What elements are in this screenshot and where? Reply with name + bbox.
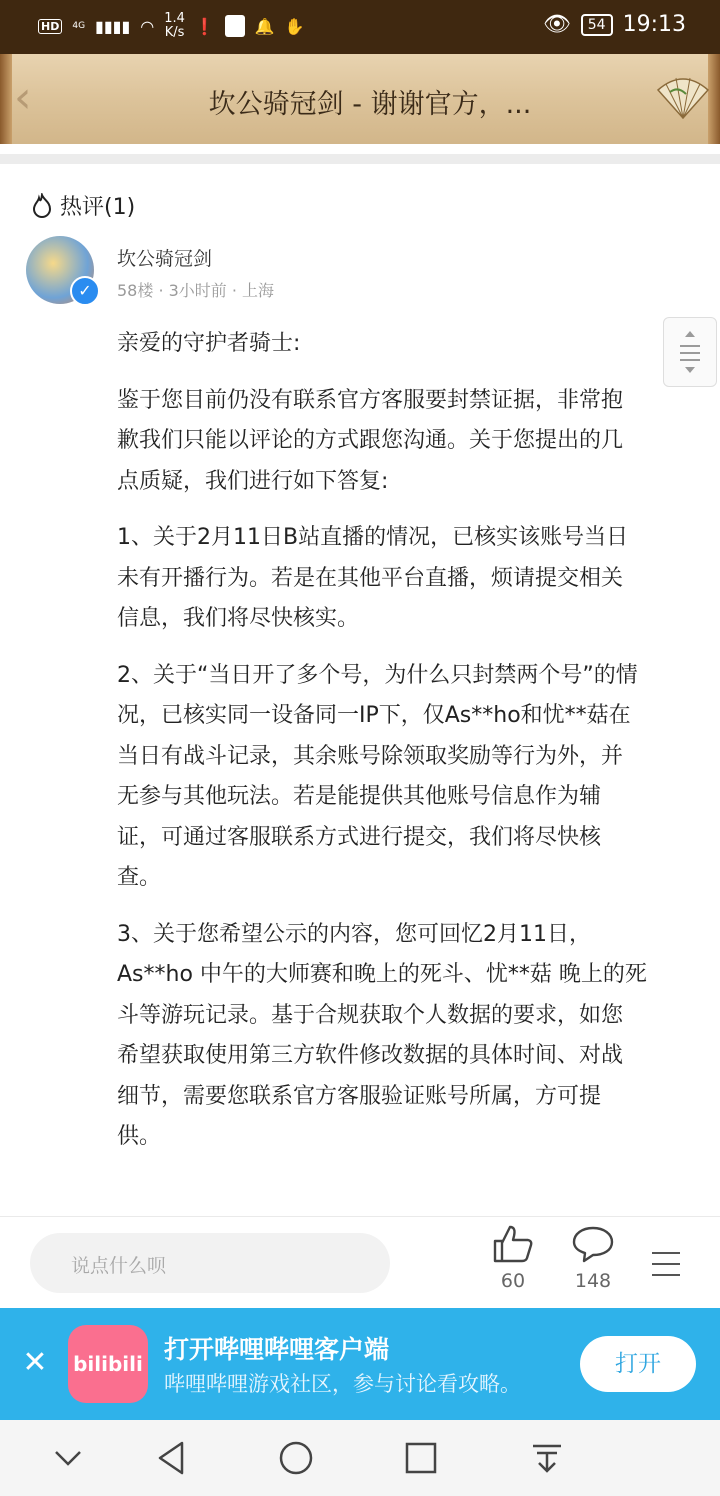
banner-subtitle: 哔哩哔哩游戏社区，参与讨论看攻略。 [164,1372,521,1396]
comment-paragraph: 1、关于2月11日B站直播的情况，已核实该账号当日 未有开播行为。若是在其他平台直播，烦请提交相关 信息，我们将尽快核实。 [117,525,629,631]
verified-check-icon: ✓ [70,276,100,306]
hot-comments-label: 热评(1) [60,195,136,220]
hd-badge: HD [38,19,62,34]
comment-count: 148 [574,1270,612,1292]
comment-paragraph: 亲爱的守护者骑士: [117,331,301,356]
notification-bell-icon: 🔔 [254,16,275,36]
shield-app-icon [225,15,245,37]
home-circle-icon[interactable] [276,1438,316,1478]
wifi-icon: ◠ [140,16,155,36]
chevron-down-icon[interactable] [48,1438,88,1478]
speed-unit: K/s [164,25,185,40]
comment-meta: 58楼 · 3小时前 · 上海 [117,281,275,300]
comment-username[interactable]: 坎公骑冠剑 [117,248,213,270]
comment-input-placeholder: 说点什么呗 [71,1255,167,1277]
alert-icon: ❗ [194,16,215,36]
banner-title: 打开哔哩哔哩客户端 [164,1335,390,1364]
scroll-edge-left [0,54,12,144]
clock: 19:13 [622,12,686,37]
comment-paragraph: 鉴于您目前仍没有联系官方客服要封禁证据，非常抱 歉我们只能以评论的方式跟您沟通。关于您提出的几 点质疑，我们进行如下答复: [117,387,624,494]
comment-paragraph: 2、关于“当日开了多个号，为什么只封禁两个号”的情 况，已核实同一设备同一IP下，仅As**ho和忧**菇在 当日有战斗记录，其余账号除领取奖励等行为外，并 无参与其他玩法。若是能提供其他账号信息作为辅 证，可通过客服联系方式进行提交，我们将尽快核 查。 [117,662,638,890]
folding-fan-icon[interactable] [656,74,710,122]
close-icon[interactable]: ✕ [22,1345,48,1380]
hand-icon: ✋ [284,16,305,36]
open-app-button[interactable]: 打开 [580,1336,696,1392]
status-right [543,12,686,37]
hot-comments-header [30,190,135,221]
menu-icon[interactable] [652,1252,680,1276]
network-type: 4G [72,20,86,31]
net-speed [164,12,185,40]
status-bar [0,0,720,54]
battery-level: 54 [581,14,613,36]
recents-square-icon[interactable] [401,1438,441,1478]
thumbs-up-icon[interactable] [492,1224,534,1264]
chevron-left-icon[interactable]: ‹ [14,72,32,123]
signal-icon: ▮▮▮▮ [95,16,131,36]
eye-icon: 👁 [542,12,571,37]
bilibili-logo: bilibili [68,1325,148,1403]
comment-paragraph: 3、关于您希望公示的内容，您可回忆2月11日， As**ho 中午的大师赛和晚上的死斗、忧**菇 晚上的死 斗等游玩记录。基于合规获取个人数据的要求，如您 希望获取使用第三方软件修改数据的具体时间、对战 细节，需要您联系官方客服验证账号所属，方可提 供。 [117,921,647,1149]
comment-bubble-icon[interactable] [572,1224,614,1264]
status-left [38,12,305,40]
flame-icon [30,193,54,219]
like-count: 60 [500,1270,526,1292]
notification-pulldown-icon[interactable] [527,1438,567,1478]
back-triangle-icon[interactable] [152,1438,192,1478]
speed-value: 1.4 [164,11,185,26]
section-divider [0,154,720,164]
comment-body [117,324,692,1174]
system-nav-bar [0,1420,720,1496]
page-title: 坎公骑冠剑 - 谢谢官方，... [208,89,532,120]
